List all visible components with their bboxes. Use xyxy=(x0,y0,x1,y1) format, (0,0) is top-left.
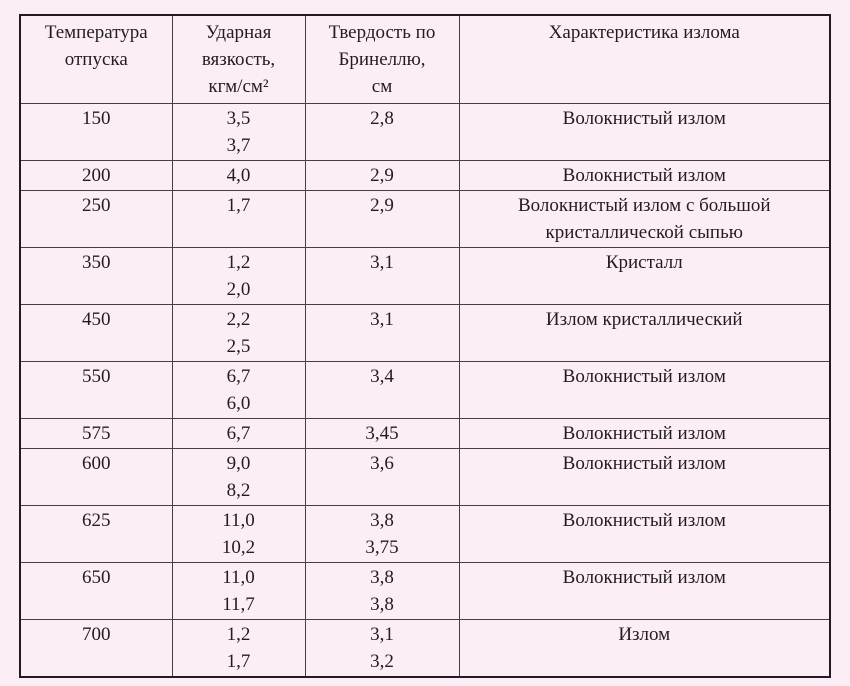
hardness-value: 3,2 xyxy=(370,651,394,672)
hardness-value: 3,8 xyxy=(370,510,394,531)
header-line: Ударная xyxy=(205,22,272,43)
cell-temperature xyxy=(20,419,172,449)
header-line: Твердость по xyxy=(328,22,436,43)
table-row xyxy=(20,161,830,191)
temperature-value: 625 xyxy=(82,510,111,531)
temperature-value: 150 xyxy=(82,108,111,129)
fracture-value: Волокнистый излом с большой кристаллической сыпью xyxy=(517,195,771,243)
cell-hardness xyxy=(305,104,459,161)
table-row xyxy=(20,620,830,678)
cell-fracture xyxy=(459,305,830,362)
column-header-hardness xyxy=(305,15,459,104)
toughness-value: 2,2 xyxy=(226,309,251,330)
hardness-value: 3,8 xyxy=(370,594,394,615)
toughness-value: 6,7 xyxy=(226,423,251,444)
cell-fracture xyxy=(459,449,830,506)
hardness-value: 3,6 xyxy=(370,453,394,474)
table-row xyxy=(20,362,830,419)
cell-fracture xyxy=(459,161,830,191)
fracture-value: Волокнистый излом xyxy=(562,165,726,186)
cell-fracture xyxy=(459,506,830,563)
header-line: Температура xyxy=(44,22,148,43)
cell-toughness xyxy=(172,563,305,620)
cell-temperature xyxy=(20,449,172,506)
cell-hardness xyxy=(305,506,459,563)
toughness-value: 2,0 xyxy=(226,279,251,300)
cell-fracture xyxy=(459,362,830,419)
temperature-value: 550 xyxy=(82,366,111,387)
hardness-value: 2,9 xyxy=(370,165,394,186)
cell-toughness xyxy=(172,620,305,678)
toughness-value: 10,2 xyxy=(221,537,256,558)
toughness-value: 2,5 xyxy=(226,336,251,357)
temperature-value: 575 xyxy=(82,423,111,444)
cell-toughness xyxy=(172,506,305,563)
toughness-value: 11,0 xyxy=(222,510,255,531)
toughness-value: 1,7 xyxy=(226,195,251,216)
cell-temperature xyxy=(20,620,172,678)
fracture-value: Волокнистый излом xyxy=(562,567,726,588)
hardness-value: 3,1 xyxy=(370,309,394,330)
hardness-value: 3,1 xyxy=(370,624,394,645)
hardness-value: 3,75 xyxy=(365,537,399,558)
fracture-value: Волокнистый излом xyxy=(562,366,726,387)
column-header-toughness xyxy=(172,15,305,104)
cell-fracture xyxy=(459,191,830,248)
column-header-fracture xyxy=(459,15,830,104)
header-line: Бринеллю, xyxy=(338,49,426,70)
cell-temperature xyxy=(20,506,172,563)
cell-fracture xyxy=(459,248,830,305)
temperature-value: 700 xyxy=(82,624,111,645)
toughness-value: 6,0 xyxy=(226,393,251,414)
cell-fracture xyxy=(459,620,830,678)
table-row xyxy=(20,104,830,161)
cell-toughness xyxy=(172,248,305,305)
cell-temperature xyxy=(20,191,172,248)
fracture-value: Волокнистый излом xyxy=(562,453,726,474)
hardness-value: 3,4 xyxy=(370,366,394,387)
temperature-value: 200 xyxy=(82,165,111,186)
header-line: кгм/см² xyxy=(208,76,269,97)
fracture-value: Излом кристаллический xyxy=(545,309,743,330)
table-row xyxy=(20,506,830,563)
header-line: Характеристика излома xyxy=(548,22,740,43)
cell-toughness xyxy=(172,161,305,191)
cell-hardness xyxy=(305,161,459,191)
toughness-value: 4,0 xyxy=(226,165,251,186)
hardness-value: 3,45 xyxy=(365,423,399,444)
temperature-value: 650 xyxy=(82,567,111,588)
cell-fracture xyxy=(459,419,830,449)
table-row xyxy=(20,449,830,506)
cell-toughness xyxy=(172,305,305,362)
table-row xyxy=(20,191,830,248)
toughness-value: 11,7 xyxy=(222,594,255,615)
cell-temperature xyxy=(20,104,172,161)
fracture-value: Волокнистый излом xyxy=(562,108,726,129)
hardness-value: 3,8 xyxy=(370,567,394,588)
cell-temperature xyxy=(20,362,172,419)
temperature-value: 350 xyxy=(82,252,111,273)
cell-hardness xyxy=(305,563,459,620)
temperature-value: 600 xyxy=(82,453,111,474)
fracture-value: Волокнистый излом xyxy=(562,423,726,444)
fracture-value: Излом xyxy=(618,624,671,645)
hardness-value: 3,1 xyxy=(370,252,394,273)
column-header-temperature xyxy=(20,15,172,104)
table-header-row xyxy=(20,15,830,104)
cell-temperature xyxy=(20,563,172,620)
cell-fracture xyxy=(459,104,830,161)
cell-fracture xyxy=(459,563,830,620)
temperature-value: 450 xyxy=(82,309,111,330)
cell-hardness xyxy=(305,620,459,678)
table-row xyxy=(20,248,830,305)
cell-hardness xyxy=(305,449,459,506)
header-line: см xyxy=(371,76,393,97)
cell-temperature xyxy=(20,248,172,305)
fracture-value: Волокнистый излом xyxy=(562,510,726,531)
cell-hardness xyxy=(305,419,459,449)
hardness-value: 2,8 xyxy=(370,108,394,129)
cell-toughness xyxy=(172,362,305,419)
toughness-value: 1,7 xyxy=(226,651,251,672)
cell-hardness xyxy=(305,191,459,248)
toughness-value: 8,2 xyxy=(226,480,251,501)
cell-hardness xyxy=(305,362,459,419)
hardness-value: 2,9 xyxy=(370,195,394,216)
cell-toughness xyxy=(172,191,305,248)
table-row xyxy=(20,419,830,449)
table-row xyxy=(20,305,830,362)
toughness-value: 9,0 xyxy=(226,453,251,474)
toughness-value: 11,0 xyxy=(222,567,255,588)
toughness-value: 1,2 xyxy=(226,624,251,645)
tempering-results-table xyxy=(19,14,831,678)
cell-toughness xyxy=(172,419,305,449)
toughness-value: 6,7 xyxy=(226,366,251,387)
fracture-value: Кристалл xyxy=(605,252,683,273)
toughness-value: 3,5 xyxy=(226,108,251,129)
table-row xyxy=(20,563,830,620)
temperature-value: 250 xyxy=(82,195,111,216)
toughness-value: 1,2 xyxy=(226,252,251,273)
cell-toughness xyxy=(172,104,305,161)
cell-hardness xyxy=(305,305,459,362)
cell-temperature xyxy=(20,161,172,191)
cell-toughness xyxy=(172,449,305,506)
header-line: вязкость, xyxy=(201,49,276,70)
cell-hardness xyxy=(305,248,459,305)
cell-temperature xyxy=(20,305,172,362)
toughness-value: 3,7 xyxy=(226,135,251,156)
header-line: отпуска xyxy=(64,49,128,70)
